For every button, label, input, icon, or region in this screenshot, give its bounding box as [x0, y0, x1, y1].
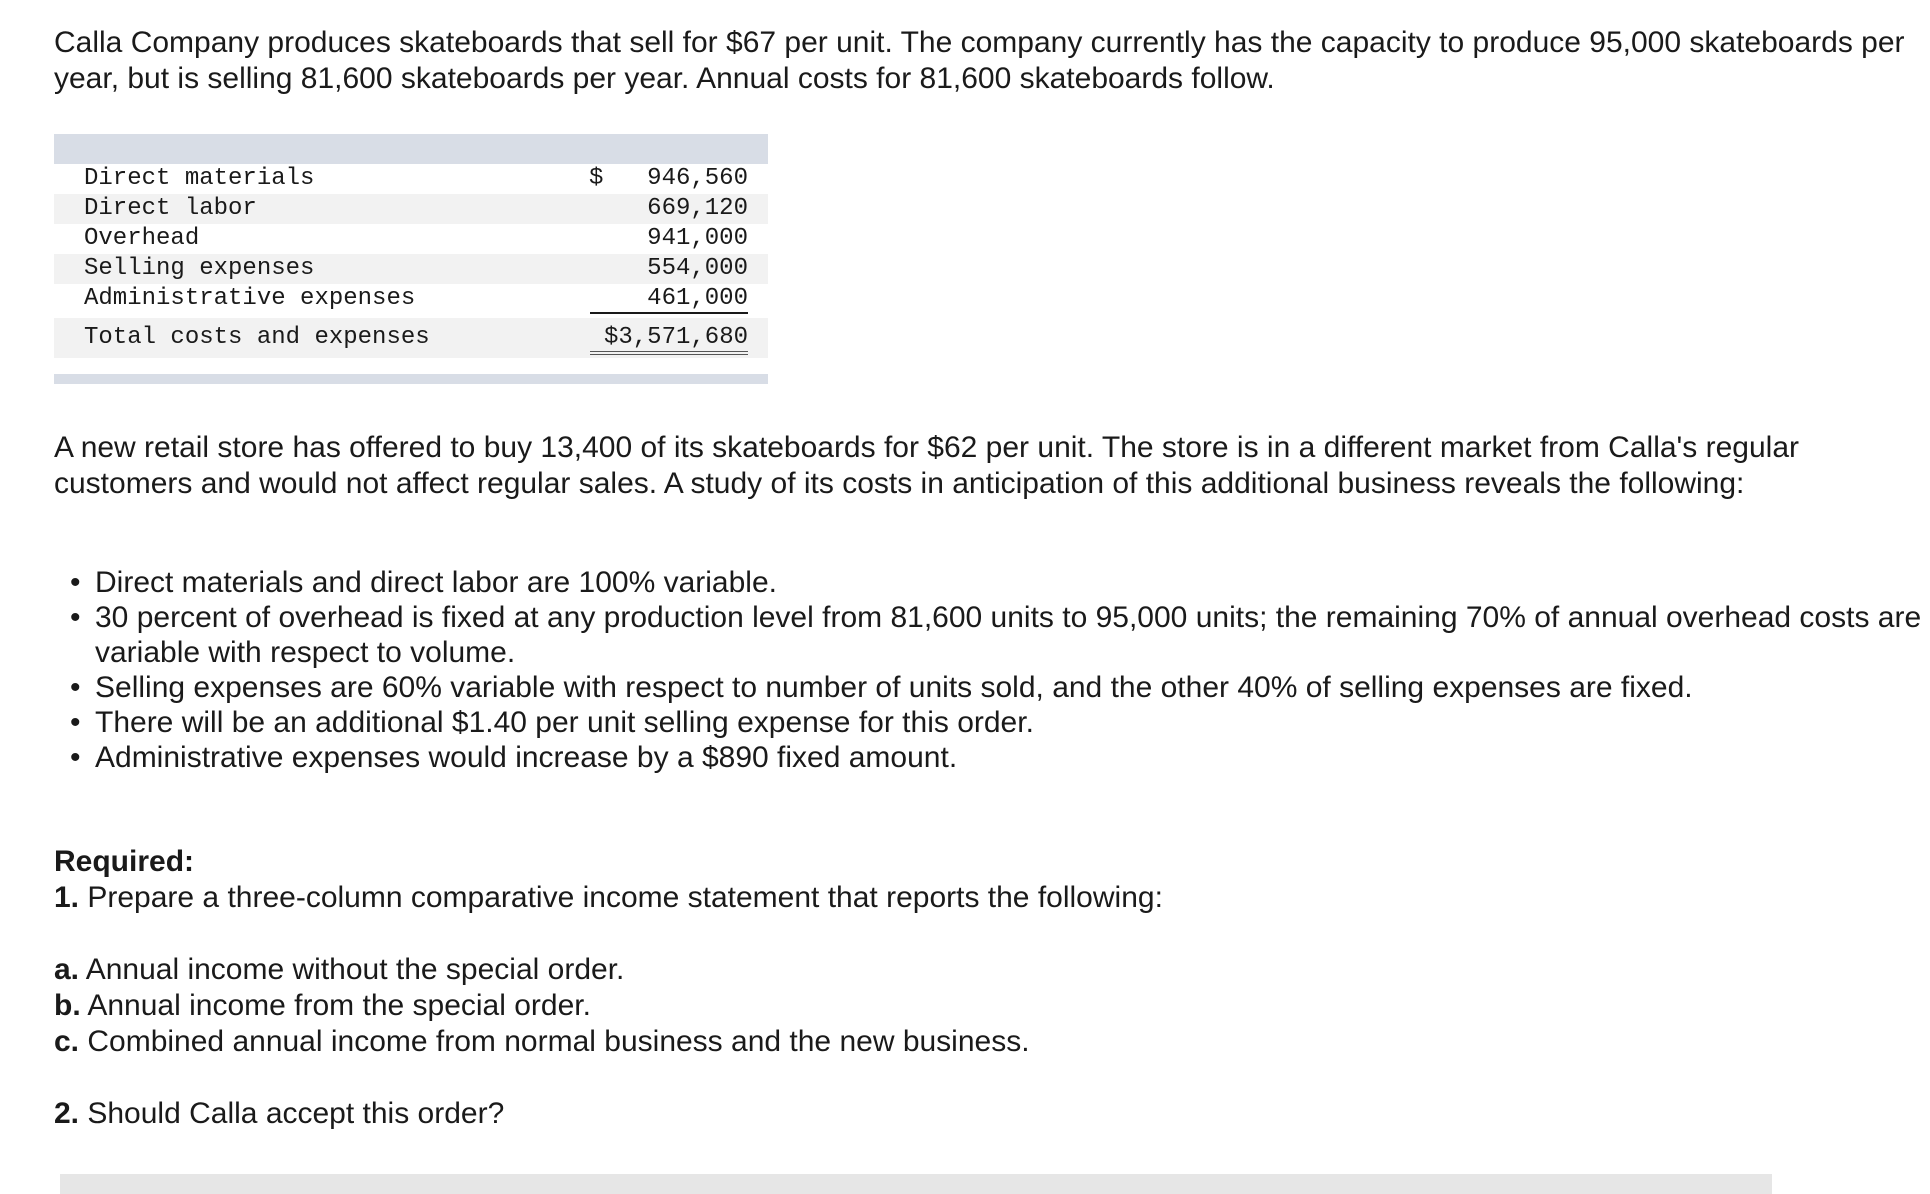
question-1a — [54, 952, 624, 988]
row-amount: 941,000 — [647, 225, 748, 252]
question-number: b. — [54, 989, 81, 1022]
list-item-text: Direct materials and direct labor are 100% variable. — [95, 566, 777, 599]
row-label: Administrative expenses — [84, 285, 416, 312]
offer-paragraph: A new retail store has offered to buy 13,400 of its skateboards for $62 per unit. The store is in a different market from Calla's regular customers and would not affect regular sales. A study of its costs in anticipation of this additional business reveals the following: — [54, 431, 1799, 500]
table-row-direct-materials — [54, 164, 768, 194]
table-row-administrative-expenses — [54, 284, 768, 314]
row-amount: 554,000 — [647, 255, 748, 282]
row-amount: 669,120 — [647, 195, 748, 222]
table-row-direct-labor — [54, 194, 768, 224]
bullet-icon: • — [70, 566, 81, 599]
subtotal-underline — [590, 312, 748, 314]
table-footer-bar — [54, 374, 768, 384]
cost-table — [54, 134, 768, 386]
row-amount: 946,560 — [647, 165, 748, 192]
list-item-text: There will be an additional $1.40 per unit selling expense for this order. — [95, 706, 1034, 739]
question-text: Should Calla accept this order? — [79, 1097, 505, 1130]
question-text: Annual income from the special order. — [80, 989, 591, 1022]
question-text: Annual income without the special order. — [79, 953, 625, 986]
list-item-text: Selling expenses are 60% variable with respect to number of units sold, and the other 40% of selling expenses are fixed. — [95, 671, 1693, 704]
question-1 — [54, 880, 1163, 916]
list-item — [54, 705, 1924, 740]
question-text: Prepare a three-column comparative income statement that reports the following: — [79, 881, 1163, 914]
bullet-icon: • — [70, 706, 81, 739]
question-number: 1. — [54, 881, 80, 914]
bullet-icon: • — [70, 741, 81, 774]
question-number: c. — [54, 1025, 80, 1058]
row-amount: 461,000 — [647, 285, 748, 312]
list-item — [54, 670, 1924, 705]
total-label: Total costs and expenses — [84, 324, 430, 351]
table-row-overhead — [54, 224, 768, 254]
list-item — [54, 600, 1924, 670]
question-number: a. — [54, 953, 80, 986]
list-item — [54, 740, 1924, 775]
bullet-icon: • — [70, 601, 81, 634]
total-double-underline — [590, 351, 748, 355]
row-label: Selling expenses — [84, 255, 315, 282]
row-label: Direct materials — [84, 165, 315, 192]
dollar-sign: $ — [589, 165, 604, 192]
required-heading: Required: — [54, 845, 195, 878]
cost-study-list — [54, 565, 1924, 775]
list-item-text: Administrative expenses would increase by a $890 fixed amount. — [95, 741, 958, 774]
question-1c — [54, 1024, 1030, 1060]
question-text: Combined annual income from normal business and the new business. — [79, 1025, 1030, 1058]
table-header-bar — [54, 134, 768, 164]
list-item — [54, 565, 1924, 600]
bullet-icon: • — [70, 671, 81, 704]
list-item-text: 30 percent of overhead is fixed at any production level from 81,600 units to 95,000 units; the remaining 70% of annual overhead costs are variable with respect to volume. — [95, 601, 1922, 669]
answer-panel-edge — [60, 1174, 1772, 1194]
intro-paragraph: Calla Company produces skateboards that sell for $67 per unit. The company currently has the capacity to produce 95,000 skateboards per year, but is selling 81,600 skateboards per year. Annual costs for 81,600 skateboards follow. — [54, 26, 1905, 95]
row-label: Overhead — [84, 225, 200, 252]
question-1b — [54, 988, 591, 1024]
table-row-selling-expenses — [54, 254, 768, 284]
question-number: 2. — [54, 1097, 80, 1130]
total-amount: $3,571,680 — [603, 324, 748, 351]
row-label: Direct labor — [84, 195, 257, 222]
question-2 — [54, 1096, 504, 1132]
table-row-total — [54, 318, 768, 358]
